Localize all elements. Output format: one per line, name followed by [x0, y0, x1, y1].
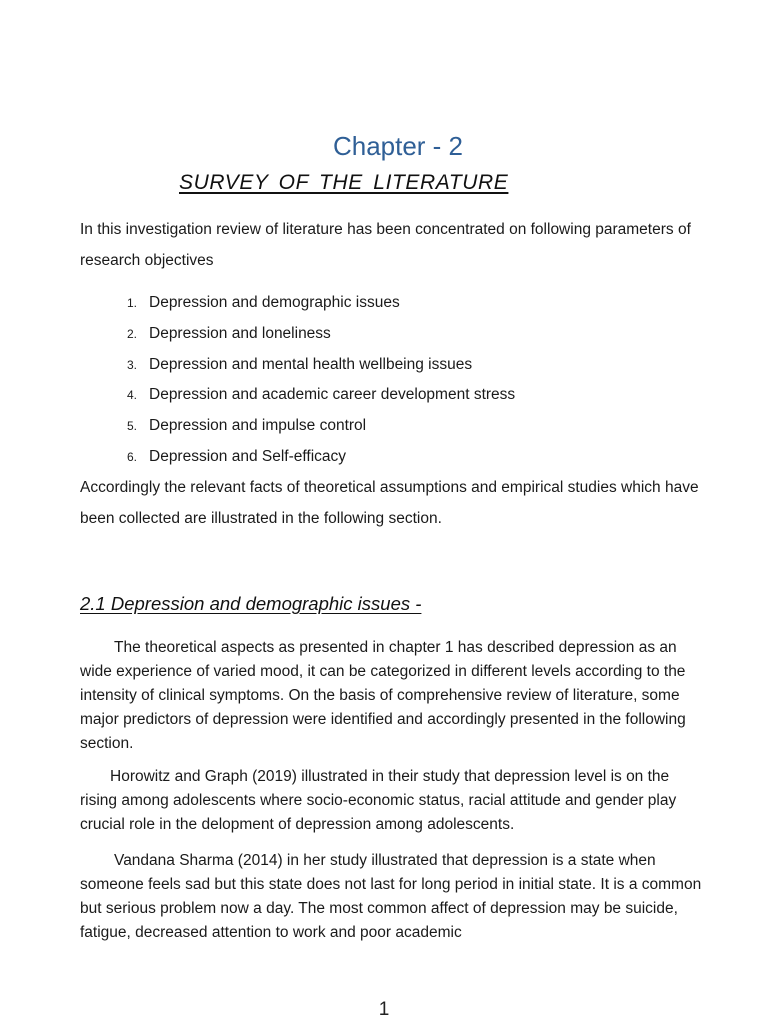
list-text: Depression and Self-efficacy: [149, 447, 347, 465]
body-paragraph: [80, 636, 705, 756]
list-number: 4.: [127, 388, 138, 403]
list-number: 5.: [127, 419, 138, 434]
list-item: [127, 288, 515, 319]
list-number: 6.: [127, 449, 138, 464]
list-item: [127, 442, 515, 473]
list-item: [127, 319, 515, 350]
list-number: 2.: [127, 326, 138, 341]
objectives-list: [127, 288, 515, 473]
body-paragraph: [80, 849, 705, 945]
survey-heading: SURVEY OF THE LITERATURE: [179, 171, 509, 194]
accordingly-paragraph: Accordingly the relevant facts of theoretical assumptions and empirical studies which have been collected are illustrated in the following section.: [80, 479, 699, 527]
chapter-title: Chapter - 2: [332, 131, 464, 161]
paragraph-text: Vandana Sharma (2014) in her study illustrated that depression is a state when someone feels sad but this state does not last for long period in initial state. It is a common but serious problem now a day. The most common affect of depression may be suicide, fatigue, decreased attention to work and poor academic: [80, 852, 702, 941]
list-text: Depression and mental health wellbeing issues: [149, 355, 473, 373]
section-2-1-heading: 2.1 Depression and demographic issues -: [80, 593, 422, 614]
list-number: 1.: [127, 296, 138, 310]
list-item: [127, 380, 515, 411]
body-paragraph: [80, 765, 705, 837]
list-item: [127, 350, 515, 381]
paragraph-text: The theoretical aspects as presented in chapter 1 has described depression as an wide experience of varied mood, it can be categorized in different levels according to the intensity of clinical symptoms. On the basis of comprehensive review of literature, some major predictors of depression were identified and accordingly presented in the following section.: [80, 639, 686, 752]
list-number: 3.: [127, 357, 138, 372]
list-text: Depression and impulse control: [149, 417, 367, 435]
paragraph-text: Horowitz and Graph (2019) illustrated in their study that depression level is on the rising among adolescents where socio-economic status, racial attitude and gender play crucial role in the delopment of depression among adolescents.: [80, 768, 677, 833]
list-text: Depression and loneliness: [149, 324, 331, 342]
intro-paragraph: In this investigation review of literature has been concentrated on following parameters of research objectives: [80, 221, 691, 269]
page-number: 1: [378, 999, 390, 1020]
list-text: Depression and demographic issues: [149, 294, 400, 311]
list-item: [127, 411, 515, 442]
list-text: Depression and academic career development stress: [149, 386, 516, 404]
